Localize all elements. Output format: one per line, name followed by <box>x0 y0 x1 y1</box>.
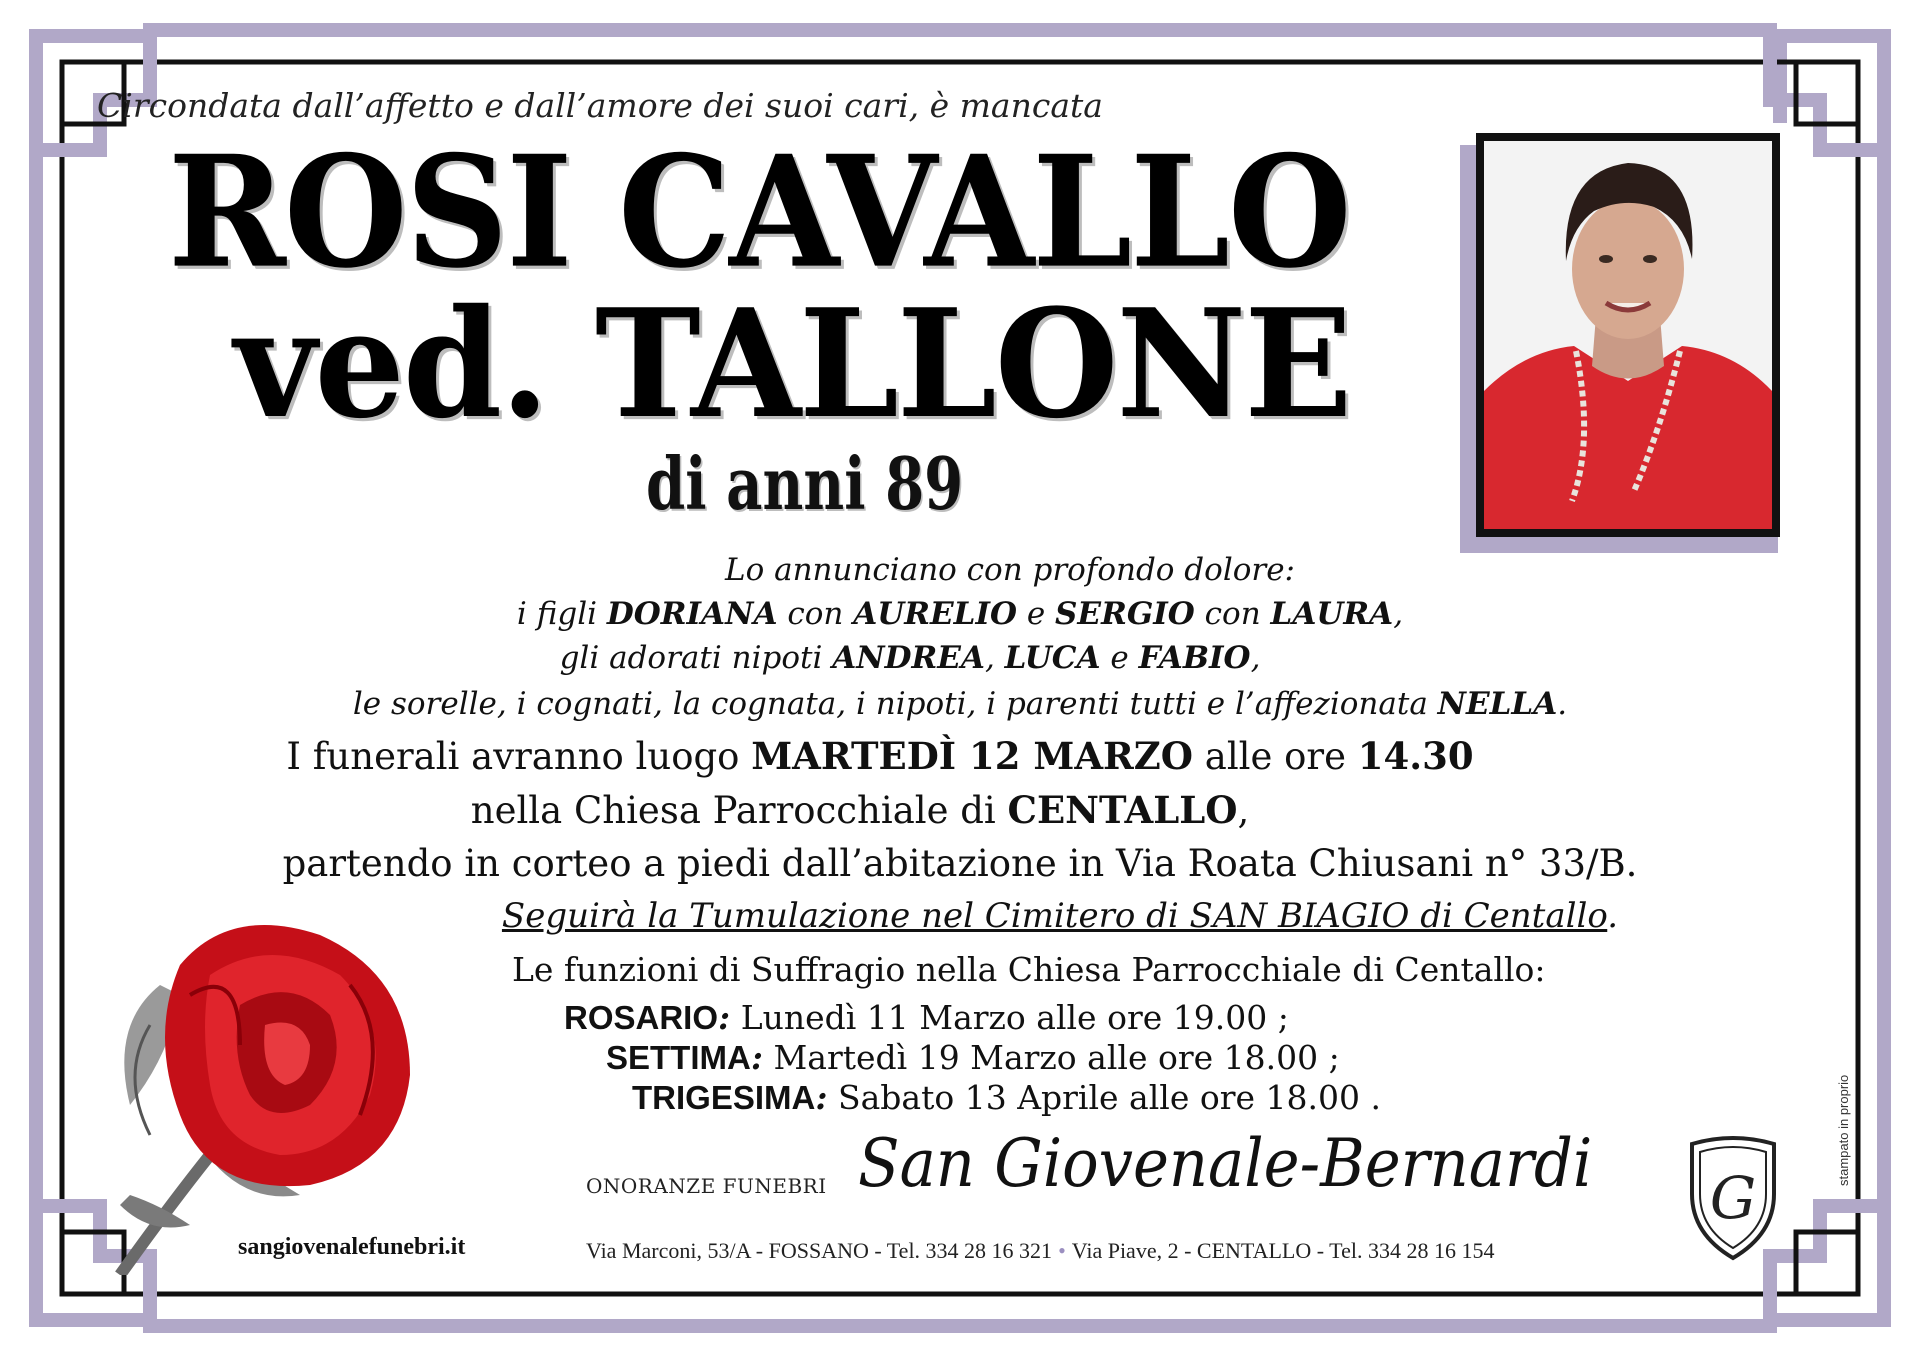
shield-letter: G <box>1709 1164 1757 1232</box>
rose-icon <box>90 905 490 1275</box>
announce-line-1: Lo annunciano con profondo dolore: <box>724 552 1296 588</box>
suffrage-item-trigesima: TRIGESIMA: Sabato 13 Aprile alle ore 18.00 . <box>632 1078 1381 1117</box>
burial-line: Seguirà la Tumulazione nel Cimitero di SAN BIAGIO di Centallo. <box>501 896 1619 936</box>
company-label: ONORANZE FUNEBRI <box>586 1174 827 1198</box>
funeral-line-3: partendo in corteo a piedi dall’abitazione in Via Roata Chiusani n° 33/B. <box>282 842 1638 885</box>
announce-line-3: gli adorati nipoti ANDREA, LUCA e FABIO, <box>559 640 1261 676</box>
deceased-widow-name: ved. TALLONE <box>234 277 1351 452</box>
shield-logo-icon <box>1684 1134 1782 1262</box>
address-centallo: Via Piave, 2 - CENTALLO - Tel. 334 28 16 154 <box>1071 1238 1495 1263</box>
intro-line: Circondata dall’affetto e dall’amore dei suoi cari, è mancata <box>97 86 1103 125</box>
print-note: stampato in proprio <box>1836 1074 1851 1186</box>
company-addresses <box>586 1238 1494 1264</box>
portrait-image <box>1484 141 1772 529</box>
address-fossano: Via Marconi, 53/A - FOSSANO - Tel. 334 28 16 321 <box>586 1238 1053 1263</box>
funeral-line-2: nella Chiesa Parrocchiale di CENTALLO, <box>470 788 1250 832</box>
company-brand: San Giovenale-Bernardi <box>858 1125 1593 1202</box>
portrait-photo <box>1476 133 1780 537</box>
funeral-line-1: I funerali avranno luogo MARTEDÌ 12 MARZO alle ore 14.30 <box>286 734 1474 778</box>
suffrage-item-settima: SETTIMA: Martedì 19 Marzo alle ore 18.00 ; <box>606 1038 1340 1077</box>
website-link[interactable]: sangiovenalefunebri.it <box>238 1234 466 1260</box>
announce-line-4: le sorelle, i cognati, la cognata, i nipoti, i parenti tutti e l’affezionata NELLA. <box>352 686 1568 722</box>
suffrage-item-rosario: ROSARIO: Lunedì 11 Marzo alle ore 19.00 ; <box>564 998 1289 1037</box>
address-separator: • <box>1058 1238 1066 1263</box>
deceased-name: ROSI CAVALLO <box>168 123 1350 303</box>
suffrage-title: Le funzioni di Suffragio nella Chiesa Parrocchiale di Centallo: <box>512 950 1546 989</box>
announce-line-2: i figli DORIANA con AURELIO e SERGIO con LAURA, <box>516 596 1404 632</box>
deceased-age: di anni 89 <box>646 441 964 526</box>
portrait-illustration <box>1484 141 1772 529</box>
intro-text <box>0 86 1920 125</box>
